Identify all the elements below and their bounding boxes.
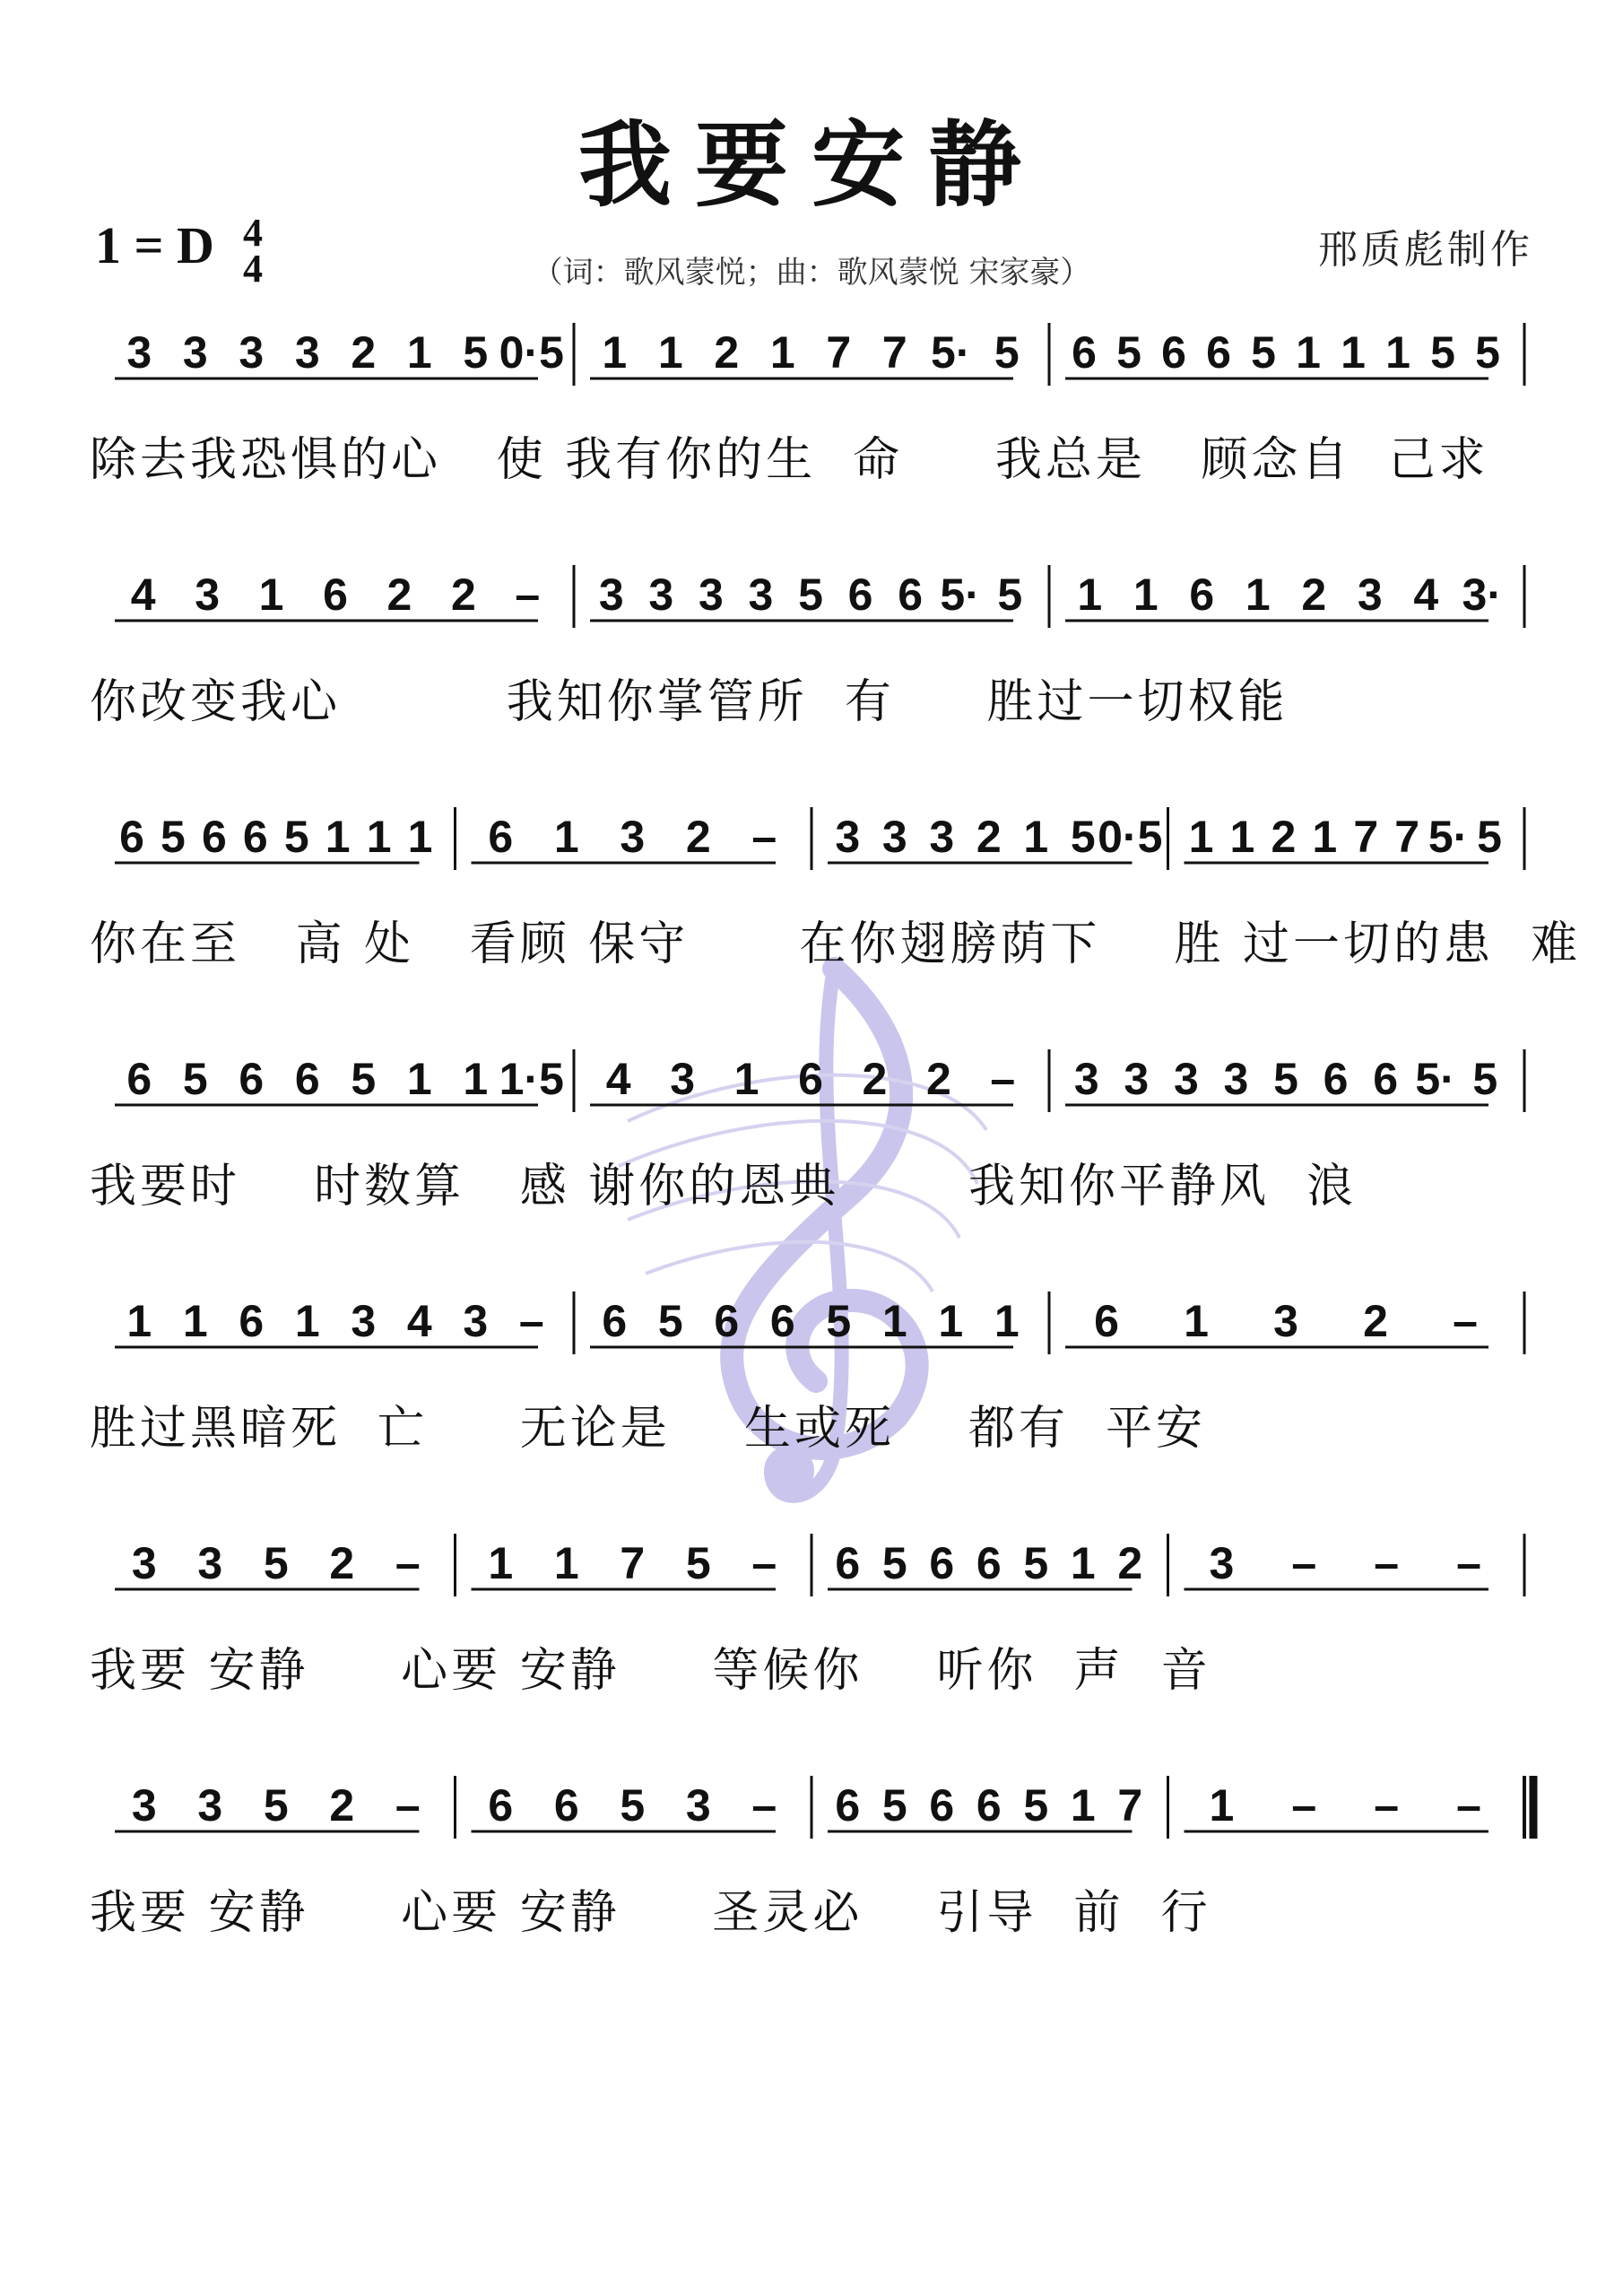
note: 5 (1023, 1780, 1049, 1831)
note: – (1374, 1780, 1400, 1831)
note: – (1374, 1538, 1400, 1588)
note: 1 (994, 1296, 1020, 1346)
note: 5· (1415, 1054, 1455, 1104)
note: 5 (283, 812, 309, 862)
note: 3 (598, 570, 624, 620)
note: 1·5 (499, 1054, 564, 1104)
note: 1 (769, 327, 795, 378)
note: 1 (1312, 812, 1338, 862)
note: 5 (881, 1780, 907, 1831)
note: – (1456, 1780, 1481, 1831)
note: 6 (488, 1780, 514, 1831)
note: 1 (182, 1296, 208, 1346)
note: 6 (1323, 1054, 1349, 1104)
note: 5 (685, 1538, 711, 1588)
note: 1 (1184, 1296, 1209, 1346)
note: 6 (847, 570, 873, 620)
note: 5 (1251, 327, 1276, 378)
note: 3 (620, 812, 646, 862)
note: 1 (1077, 570, 1103, 620)
lyric-line: 你在至 高 处 看顾 保守 在你翅膀荫下 胜 过一切的患 难 (90, 918, 1582, 971)
note: 3 (698, 570, 724, 620)
note: 5· (940, 570, 980, 620)
note: 7 (1394, 812, 1420, 862)
note: 2 (351, 327, 377, 378)
note: 1 (1133, 570, 1159, 620)
note: 5 (263, 1538, 289, 1588)
note: 5 (997, 570, 1023, 620)
note: 2 (1301, 570, 1327, 620)
note: 6 (323, 570, 348, 620)
note: 5 (463, 327, 489, 378)
note: 5 (161, 812, 186, 862)
note: 7 (826, 327, 852, 378)
note: 4 (406, 1296, 432, 1346)
note: 3 (1357, 570, 1383, 620)
note: 6 (602, 1296, 628, 1346)
note: 4 (605, 1054, 631, 1104)
note: 5 (1070, 812, 1096, 862)
note: 7 (881, 327, 907, 378)
note: 3 (1209, 1538, 1235, 1588)
note: 1 (463, 1054, 489, 1104)
note: 2 (714, 327, 740, 378)
note: 0·5 (499, 327, 564, 378)
note: 1 (366, 812, 392, 862)
note: 6 (1189, 570, 1215, 620)
note: 1 (1245, 570, 1271, 620)
lyric-line: 除去我恐惧的心 使 我有你的生 命 我总是 顾念自 己求 (90, 433, 1489, 487)
note: 2 (329, 1780, 355, 1831)
treble-clef-watermark (619, 969, 986, 1496)
note: 3 (351, 1296, 377, 1346)
note: 3· (1462, 570, 1502, 620)
note: 3 (881, 812, 907, 862)
note: 5 (1116, 327, 1141, 378)
note: 1 (1188, 812, 1214, 862)
note: – (395, 1780, 421, 1831)
note: 3 (835, 812, 861, 862)
note: 1 (553, 812, 579, 862)
note: 6 (242, 812, 268, 862)
note: 5 (826, 1296, 852, 1346)
note: 3 (195, 570, 221, 620)
note: 3 (131, 1780, 157, 1831)
note: 6 (488, 812, 514, 862)
note: 3 (1223, 1054, 1249, 1104)
note: 5 (1475, 327, 1500, 378)
note: 3 (1073, 1054, 1099, 1104)
note: – (1453, 1296, 1478, 1346)
note: 5 (1472, 1054, 1498, 1104)
note: 2 (685, 812, 711, 862)
note: 6 (1206, 327, 1231, 378)
note: 3 (648, 570, 674, 620)
note: 4 (1413, 570, 1439, 620)
note: 6 (1161, 327, 1186, 378)
note: 5 (1023, 1538, 1049, 1588)
lyric-line: 我要 安静 心要 安静 等候你 听你 声 音 (90, 1644, 1211, 1698)
note: 6 (201, 812, 227, 862)
note: 3 (685, 1780, 711, 1831)
note: 6 (1072, 327, 1097, 378)
note: 1 (1296, 327, 1321, 378)
note: 6 (929, 1780, 955, 1831)
note: 3 (1124, 1054, 1150, 1104)
note: 1 (406, 1054, 432, 1104)
note: 4 (130, 570, 156, 620)
note: 2 (925, 1054, 951, 1104)
note: – (395, 1538, 421, 1588)
note: 1 (126, 1296, 152, 1346)
note: 3 (239, 327, 265, 378)
note: 5 (620, 1780, 646, 1831)
note: 2 (450, 570, 476, 620)
note: 6 (553, 1780, 579, 1831)
note: 3 (131, 1538, 157, 1588)
arranger-credit: 邢质彪制作 (1318, 227, 1533, 273)
note: 7 (620, 1538, 646, 1588)
note: 1 (1341, 327, 1366, 378)
note: 3 (1173, 1054, 1199, 1104)
note: 1 (406, 327, 432, 378)
note: 1 (294, 1296, 320, 1346)
note: 1 (1070, 1538, 1096, 1588)
note: 1 (488, 1538, 514, 1588)
lyric-line: 胜过黑暗死 亡 无论是 生或死 都有 平安 (90, 1402, 1206, 1456)
note: 1 (938, 1296, 964, 1346)
note: 5 (1430, 327, 1455, 378)
note: 3 (748, 570, 774, 620)
note: – (751, 1538, 777, 1588)
note: 1 (407, 812, 433, 862)
note: – (1456, 1538, 1481, 1588)
note: 5· (931, 327, 971, 378)
note: 6 (126, 1054, 152, 1104)
note: 1 (657, 327, 683, 378)
note: 5· (1428, 812, 1469, 862)
time-signature-top: 4 (243, 211, 263, 255)
note: 5 (994, 327, 1020, 378)
note: 6 (119, 812, 144, 862)
note: – (990, 1054, 1016, 1104)
note: 5 (1477, 812, 1502, 862)
note: 5 (657, 1296, 683, 1346)
note: 1 (881, 1296, 907, 1346)
note: 3 (294, 327, 320, 378)
note: 6 (239, 1054, 265, 1104)
note: – (1291, 1780, 1317, 1831)
note: 5 (182, 1054, 208, 1104)
note: 2 (1117, 1538, 1143, 1588)
note: 6 (798, 1054, 823, 1104)
note: 1 (1209, 1780, 1235, 1831)
note: 1 (325, 812, 351, 862)
note: 7 (1353, 812, 1379, 862)
lyric-line: 我要 安静 心要 安静 圣灵必 引导 前 行 (90, 1886, 1211, 1940)
note: 1 (258, 570, 284, 620)
note: 3 (463, 1296, 489, 1346)
note: 3 (182, 327, 208, 378)
note: 3 (126, 327, 152, 378)
note: 2 (1271, 812, 1297, 862)
note: 6 (976, 1538, 1002, 1588)
note: – (515, 570, 541, 620)
note: 6 (929, 1538, 955, 1588)
note: 6 (1094, 1296, 1119, 1346)
note: 1 (1385, 327, 1410, 378)
note: – (751, 812, 777, 862)
note: 6 (714, 1296, 740, 1346)
note: – (518, 1296, 544, 1346)
note: – (751, 1780, 777, 1831)
credits: （词：歌风蒙悦；曲：歌风蒙悦 宋家豪） (532, 255, 1091, 291)
note: 6 (835, 1780, 861, 1831)
note: 5 (1273, 1054, 1298, 1104)
note: 3 (929, 812, 955, 862)
song-title: 我要安静 (577, 109, 1045, 220)
key-signature: 1 = D (95, 216, 214, 274)
lyric-line: 你改变我心 我知你掌管所 有 胜过一切权能 (90, 675, 1289, 729)
note: 1 (602, 327, 628, 378)
note: 2 (329, 1538, 355, 1588)
note: 6 (239, 1296, 265, 1346)
note: 2 (862, 1054, 888, 1104)
note: 2 (976, 812, 1002, 862)
note: 6 (1373, 1054, 1399, 1104)
note: 5 (351, 1054, 377, 1104)
note: 7 (1117, 1780, 1143, 1831)
note: 2 (386, 570, 412, 620)
note: 1 (733, 1054, 759, 1104)
note: 3 (1273, 1296, 1298, 1346)
note: 5 (881, 1538, 907, 1588)
note: 1 (553, 1538, 579, 1588)
note: 3 (197, 1538, 223, 1588)
note: 6 (769, 1296, 795, 1346)
lyric-line: 我要时 时数算 感 谢你的恩典 我知你平静风 浪 (90, 1160, 1357, 1213)
note: 6 (898, 570, 924, 620)
note: 5 (263, 1780, 289, 1831)
note: 3 (670, 1054, 696, 1104)
note: – (1291, 1538, 1317, 1588)
note: 1 (1023, 812, 1049, 862)
note: 2 (1363, 1296, 1388, 1346)
time-signature-bottom: 4 (243, 247, 263, 291)
note: 6 (294, 1054, 320, 1104)
note: 5 (798, 570, 823, 620)
note: 6 (976, 1780, 1002, 1831)
note: 1 (1229, 812, 1255, 862)
note: 0·5 (1098, 812, 1163, 862)
note: 6 (835, 1538, 861, 1588)
note: 3 (197, 1780, 223, 1831)
note: 1 (1070, 1780, 1096, 1831)
